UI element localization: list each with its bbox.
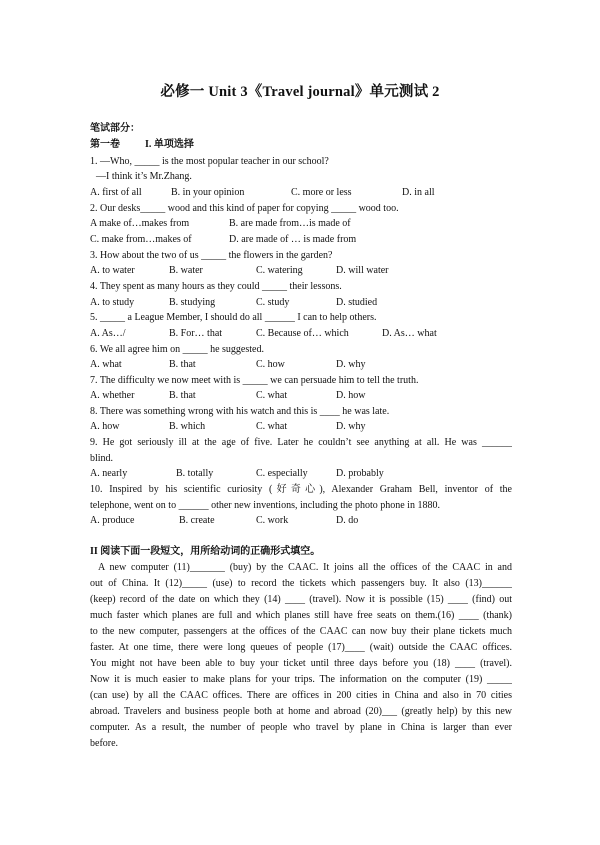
question-3-stem: 3. How about the two of us _____ the flowers in the garden? xyxy=(90,250,333,261)
question-10-option-d: D. do xyxy=(336,515,359,526)
question-5-option-b: B. For… that xyxy=(169,328,223,339)
question-4-option-d: D. studied xyxy=(336,297,378,308)
question-4-option-c: C. study xyxy=(256,297,290,308)
passage-line: before. xyxy=(90,738,119,749)
question-2-option-a: A make of…makes from xyxy=(90,218,190,229)
question-6-option-c: C. how xyxy=(256,359,285,370)
question-4-option-b: B. studying xyxy=(169,297,216,308)
question-5-stem: 5. _____ a League Member, I should do all ______ I can to help others. xyxy=(90,312,377,323)
question-4-stem: 4. They spent as many hours as they could _____ their lessons. xyxy=(90,281,342,292)
question-5-option-d: D. As… what xyxy=(382,328,437,339)
passage-line: out of China. It (12)_____ (use) to record the tickets which passengers buy. It also (13)______ xyxy=(90,578,512,589)
question-7-option-d: D. how xyxy=(336,390,366,401)
passage-line: abroad. Travelers and business people both at home and abroad (20)___ (greatly help) by this new xyxy=(90,706,512,717)
question-1-option-a: A. first of all xyxy=(90,187,142,198)
passage-line: You might not have been able to buy your ticket until three days before you (18) ____ (travel). xyxy=(90,658,512,669)
question-6-option-b: B. that xyxy=(169,359,196,370)
question-9-option-a: A. nearly xyxy=(90,468,128,479)
question-9-option-d: D. probably xyxy=(336,468,384,479)
question-3-option-b: B. water xyxy=(169,265,203,276)
question-1-option-c: C. more or less xyxy=(291,187,352,198)
question-2-option-d: D. are made of … is made from xyxy=(229,234,357,245)
question-2-option-c: C. make from…makes of xyxy=(90,234,192,245)
question-6-stem: 6. We all agree him on _____ he suggested. xyxy=(90,344,264,355)
part1-volume: 第一卷 xyxy=(90,139,120,150)
question-1-option-b: B. in your opinion xyxy=(171,187,245,198)
question-5-option-a: A. As…/ xyxy=(90,328,126,339)
question-10-option-c: C. work xyxy=(256,515,289,526)
question-10-stem-cont: telephone, went on to ______ other new inventions, including the photo phone in 1880. xyxy=(90,500,440,511)
question-7-stem: 7. The difficulty we now meet with is _____ we can persuade him to tell the truth. xyxy=(90,375,419,386)
question-9-option-b: B. totally xyxy=(176,468,214,479)
passage-line: to the new computer, passengers at the offices of the CAAC can now buy their plane tickets much xyxy=(90,626,512,637)
question-8-stem: 8. There was something wrong with his watch and this is ____ he was late. xyxy=(90,406,390,417)
passage-line: (can use) by all the CAAC offices. There are offices in 200 cities in China and also in 70 cities xyxy=(90,690,512,701)
question-7-option-b: B. that xyxy=(169,390,196,401)
passage-line: A new computer (11)_______ (buy) by the CAAC. It joins all the offices of the CAAC in and xyxy=(98,562,512,573)
question-6-option-a: A. what xyxy=(90,359,122,370)
question-3-option-a: A. to water xyxy=(90,265,135,276)
question-8-option-a: A. how xyxy=(90,421,120,432)
passage-line: much faster which planes are full and which planes still have free seats on them.(16) ____ (thank) xyxy=(90,610,512,621)
section-label: 笔试部分： xyxy=(90,123,140,134)
question-1-stem-cont: —I think it’s Mr.Zhang. xyxy=(96,171,192,182)
question-2-stem: 2. Our desks_____ wood and this kind of paper for copying _____ wood too. xyxy=(90,203,399,214)
question-3-option-d: D. will water xyxy=(336,265,389,276)
question-1-option-d: D. in all xyxy=(402,187,435,198)
question-10-option-b: B. create xyxy=(179,515,215,526)
question-8-option-d: D. why xyxy=(336,421,366,432)
question-5-option-c: C. Because of… which xyxy=(256,328,349,339)
passage-line: (keep) record of the date on which they (14) ____ (travel). Now it is possible (15) ____ (find) out xyxy=(90,594,512,605)
passage-line: computer. As a result, the number of people who travel by plane in China is larger than ever xyxy=(90,722,512,733)
question-6-option-d: D. why xyxy=(336,359,366,370)
part2-heading: II 阅读下面一段短文，用所给动词的正确形式填空。 xyxy=(90,546,321,557)
question-4-option-a: A. to study xyxy=(90,297,135,308)
passage-line: Now it is much easier to make plans for your trips. The information on the computer (19) _____ xyxy=(90,674,512,685)
question-8-option-c: C. what xyxy=(256,421,288,432)
question-1-stem: 1. —Who, _____ is the most popular teacher in our school? xyxy=(90,156,329,167)
question-9-stem: 9. He got seriously ill at the age of five. Later he couldn’t see anything at all. He was ______ xyxy=(90,437,512,448)
page-title: 必修一 Unit 3《Travel journal》单元测试 2 xyxy=(160,84,440,100)
part1-heading: I. 单项选择 xyxy=(145,139,194,150)
question-10-stem: 10. Inspired by his scientific curiosity (好奇心), Alexander Graham Bell, inventor of the xyxy=(90,484,512,495)
question-10-option-a: A. produce xyxy=(90,515,135,526)
question-3-option-c: C. watering xyxy=(256,265,303,276)
question-7-option-a: A. whether xyxy=(90,390,135,401)
question-2-option-b: B. are made from…is made of xyxy=(229,218,351,229)
question-9-option-c: C. especially xyxy=(256,468,308,479)
question-7-option-c: C. what xyxy=(256,390,288,401)
question-9-stem-cont: blind. xyxy=(90,453,114,464)
question-8-option-b: B. which xyxy=(169,421,206,432)
passage-line: faster. At one time, there were long queues of people (17)____ (wait) outside the CAAC offices. xyxy=(90,642,512,653)
